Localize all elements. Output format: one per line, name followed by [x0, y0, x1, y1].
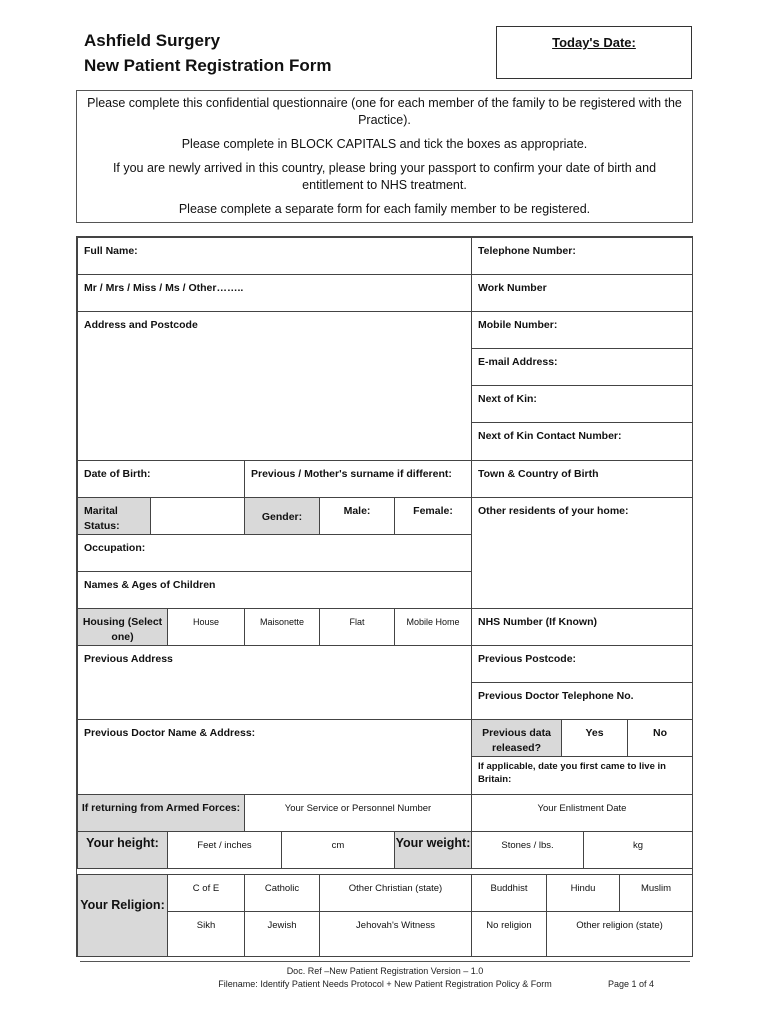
housing-house-option[interactable]: House [167, 608, 245, 646]
religion-other-christian-option[interactable]: Other Christian (state) [319, 874, 472, 912]
previous-doctor-field[interactable]: Previous Doctor Name & Address: [77, 719, 472, 795]
dob-field[interactable]: Date of Birth: [77, 460, 245, 498]
kin-contact-field[interactable]: Next of Kin Contact Number: [471, 422, 693, 461]
page-number: Page 1 of 4 [607, 979, 654, 989]
instruction-3: If you are newly arrived in this country, please bring your passport to confirm your date of birth and entitlement to NHS treatment. [112, 161, 657, 192]
occupation-field[interactable]: Occupation: [77, 534, 472, 572]
religion-none-option[interactable]: No religion [471, 911, 547, 957]
housing-mobile-home-option[interactable]: Mobile Home [394, 608, 472, 646]
weight-kg-field[interactable]: kg [583, 831, 693, 869]
gender-label: Gender: [244, 497, 320, 535]
practice-name: Ashfield Surgery [84, 31, 221, 50]
religion-cofe-option[interactable]: C of E [167, 874, 245, 912]
religion-muslim-option[interactable]: Muslim [619, 874, 693, 912]
nhs-number-field[interactable]: NHS Number (If Known) [471, 608, 693, 646]
previous-postcode-field[interactable]: Previous Postcode: [471, 645, 693, 683]
housing-flat-option[interactable]: Flat [319, 608, 395, 646]
form-title: New Patient Registration Form [84, 56, 332, 75]
children-field[interactable]: Names & Ages of Children [77, 571, 472, 609]
telephone-field[interactable]: Telephone Number: [471, 237, 693, 275]
enlistment-date-field[interactable]: Your Enlistment Date [471, 794, 693, 832]
religion-hindu-option[interactable]: Hindu [546, 874, 620, 912]
religion-jewish-option[interactable]: Jewish [244, 911, 320, 957]
data-released-no-option[interactable]: No [627, 719, 693, 757]
weight-stones-field[interactable]: Stones / lbs. [471, 831, 584, 869]
height-cm-field[interactable]: cm [281, 831, 395, 869]
town-country-birth-field[interactable]: Town & Country of Birth [471, 460, 693, 498]
doc-reference: Doc. Ref –New Patient Registration Version – 1.0 [286, 966, 484, 976]
marital-status-input[interactable] [150, 497, 245, 535]
title-field[interactable]: Mr / Mrs / Miss / Ms / Other…….. [77, 274, 472, 312]
instruction-1: Please complete this confidential questionnaire (one for each member of the family to be registered with the Practice). [87, 96, 682, 127]
next-of-kin-field[interactable]: Next of Kin: [471, 385, 693, 423]
filename: Filename: Identify Patient Needs Protocol + New Patient Registration Policy & Form [218, 979, 552, 989]
data-released-label: Previous data released? [471, 719, 562, 757]
religion-other-option[interactable]: Other religion (state) [546, 911, 693, 957]
instructions-box [76, 90, 693, 223]
page-footer [80, 965, 690, 991]
weight-label: Your weight: [394, 831, 472, 869]
other-residents-field[interactable]: Other residents of your home: [471, 497, 693, 609]
service-number-field[interactable]: Your Service or Personnel Number [244, 794, 472, 832]
previous-surname-field[interactable]: Previous / Mother's surname if different: [244, 460, 472, 498]
todays-date-field[interactable] [496, 26, 692, 79]
date-came-to-britain-field[interactable]: If applicable, date you first came to live in Britain: [471, 756, 693, 795]
todays-date-label: Today's Date: [552, 35, 636, 50]
instruction-4: Please complete a separate form for each family member to be registered. [178, 202, 591, 216]
gender-female-option[interactable]: Female: [394, 497, 472, 535]
footer-divider [80, 961, 690, 962]
height-feet-inches-field[interactable]: Feet / inches [167, 831, 282, 869]
footer-filename-row [80, 978, 690, 991]
housing-maisonette-option[interactable]: Maisonette [244, 608, 320, 646]
full-name-field[interactable]: Full Name: [77, 237, 472, 275]
religion-sikh-option[interactable]: Sikh [167, 911, 245, 957]
religion-buddhist-option[interactable]: Buddhist [471, 874, 547, 912]
mobile-field[interactable]: Mobile Number: [471, 311, 693, 349]
religion-label: Your Religion: [77, 874, 168, 957]
address-field[interactable]: Address and Postcode [77, 311, 472, 461]
instruction-2: Please complete in BLOCK CAPITALS and tick the boxes as appropriate. [181, 137, 588, 151]
email-field[interactable]: E-mail Address: [471, 348, 693, 386]
religion-catholic-option[interactable]: Catholic [244, 874, 320, 912]
previous-doctor-tel-field[interactable]: Previous Doctor Telephone No. [471, 682, 693, 720]
housing-label: Housing (Select one) [77, 608, 168, 646]
religion-jehovahs-witness-option[interactable]: Jehovah's Witness [319, 911, 472, 957]
marital-status-label: Marital Status: [77, 497, 151, 535]
previous-address-field[interactable]: Previous Address [77, 645, 472, 720]
work-number-field[interactable]: Work Number [471, 274, 693, 312]
gender-male-option[interactable]: Male: [319, 497, 395, 535]
height-label: Your height: [77, 831, 168, 869]
form-header [84, 28, 331, 78]
data-released-yes-option[interactable]: Yes [561, 719, 628, 757]
armed-forces-label: If returning from Armed Forces: [77, 794, 245, 832]
